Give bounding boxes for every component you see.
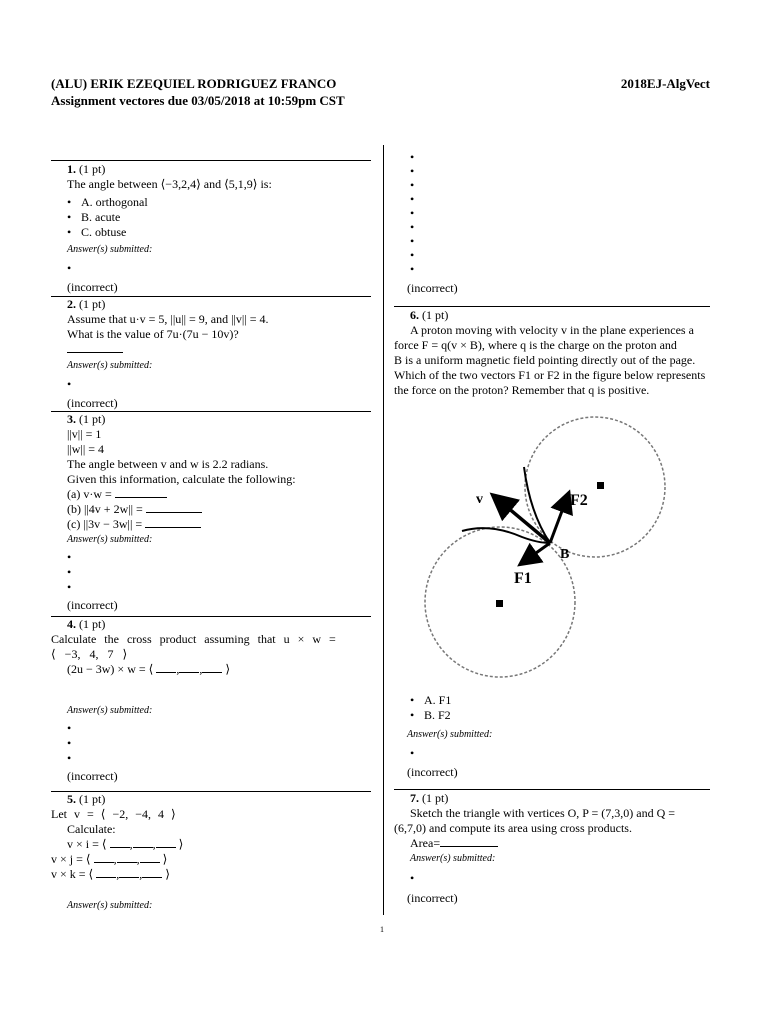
problem-4-submitted-label: Answer(s) submitted: bbox=[67, 705, 153, 716]
problem-1-status: (incorrect) bbox=[67, 280, 118, 294]
problem-7: 7. (1 pt) Sketch the triangle with vertices O, P = (7,3,0) and Q = (6,7,0) and compute its area using cross products. Area= Answer(s) submitted: • (incorrect) bbox=[394, 791, 710, 906]
problem-7-area-field[interactable] bbox=[440, 836, 498, 847]
answer-bullet bbox=[394, 248, 714, 263]
problem-3-answer-bullet-1 bbox=[51, 550, 371, 565]
answer-bullet bbox=[394, 150, 714, 165]
f2-label: F2 bbox=[570, 492, 588, 509]
problem-6: 6. (1 pt) A proton moving with velocity v in the plane experiences a force F = q(v × B), where q is the charge on the proton and B is a uniform magnetic field pointing directly out of the page. Which of the two vectors F1 or F2 in the figure below represents the force on the proton? Remember that q is positive. bbox=[394, 308, 706, 397]
problem-3-answer-bullet-3 bbox=[51, 580, 371, 595]
problem-6-status: (incorrect) bbox=[407, 765, 458, 779]
assignment-title: Assignment vectores due 03/05/2018 at 10:59pm CST bbox=[51, 93, 345, 108]
problem-3-submitted-label: Answer(s) submitted: bbox=[67, 534, 153, 545]
problem-4-answer-bullet-2 bbox=[51, 736, 371, 751]
problem-6-submitted-label: Answer(s) submitted: bbox=[407, 729, 493, 740]
problem-7-answer-bullet bbox=[394, 871, 710, 886]
problem-5-submitted-label: Answer(s) submitted: bbox=[67, 900, 153, 911]
problem-3-answer-bullet-2 bbox=[51, 565, 371, 580]
problem-4-status: (incorrect) bbox=[67, 769, 118, 783]
upper-center-dot bbox=[597, 482, 604, 489]
course-code: 2018EJ-AlgVect bbox=[620, 76, 710, 91]
answer-bullet bbox=[394, 220, 714, 235]
problem-6-option-a[interactable]: • A. F1 bbox=[394, 693, 710, 708]
problem-4-answer-bullet-3 bbox=[51, 751, 371, 766]
problem-5: 5. (1 pt) Let v = ⟨ −2, −4, 4 ⟩ Calculate: v × i = ⟨ , , ⟩ v × j = ⟨ , , ⟩ v × k = ⟨ , , ⟩ Answer(s) submitted: bbox=[51, 792, 371, 913]
f2-vector bbox=[550, 495, 568, 543]
problem-5-vi-y-field[interactable] bbox=[133, 837, 153, 848]
problem-2-answer-field[interactable] bbox=[67, 342, 123, 353]
problem-6-rule bbox=[394, 306, 710, 307]
problem-3a-answer-field[interactable] bbox=[115, 487, 167, 498]
f1-label: F1 bbox=[514, 570, 532, 587]
proton-force-figure bbox=[410, 405, 670, 685]
problem-1-option-a[interactable]: • A. orthogonal bbox=[51, 195, 371, 210]
answer-bullet bbox=[394, 178, 714, 193]
problem-2-submitted-label: Answer(s) submitted: bbox=[67, 360, 153, 371]
problem-5-vk-z-field[interactable] bbox=[142, 867, 162, 878]
problem-6-answer-bullet bbox=[394, 746, 710, 761]
problem-5-vk-x-field[interactable] bbox=[96, 867, 116, 878]
problem-3c-answer-field[interactable] bbox=[145, 517, 201, 528]
lower-center-dot bbox=[496, 600, 503, 607]
problem-5-vk-y-field[interactable] bbox=[119, 867, 139, 878]
problem-1: 1. (1 pt) The angle between ⟨−3,2,4⟩ and ⟨5,1,9⟩ is: • A. orthogonal • B. acute • C. obtuse Answer(s) submitted: • (incorrect) bbox=[51, 162, 371, 295]
problem-1-option-b[interactable]: • B. acute bbox=[51, 210, 371, 225]
problem-4-y-field[interactable] bbox=[179, 662, 199, 673]
problem-5-status: (incorrect) bbox=[407, 281, 458, 295]
answer-bullet bbox=[394, 206, 714, 221]
problem-7-submitted-label: Answer(s) submitted: bbox=[410, 853, 496, 864]
problem-4-answer-bullet-1 bbox=[51, 721, 371, 736]
problem-5-vi-x-field[interactable] bbox=[110, 837, 130, 848]
problem-5-vi-z-field[interactable] bbox=[156, 837, 176, 848]
problem-4-x-field[interactable] bbox=[156, 662, 176, 673]
problem-3: 3. (1 pt) ||v|| = 1 ||w|| = 4 The angle between v and w is 2.2 radians. Given this information, calculate the following: (a) v·w = (b) ||4v + 2w|| = (c) ||3v − 3w|| = Answer(s) submitted: • • • (incorrect) bbox=[51, 412, 371, 613]
problem-4-z-field[interactable] bbox=[202, 662, 222, 673]
answer-bullet bbox=[394, 234, 714, 249]
answer-bullet bbox=[394, 192, 714, 207]
problem-1-submitted-label: Answer(s) submitted: bbox=[67, 244, 153, 255]
problem-5-answers-continued bbox=[394, 150, 714, 296]
problem-2-line1: Assume that u·v = 5, ||u|| = 9, and ||v|| = 4. bbox=[67, 312, 269, 326]
answer-bullet bbox=[394, 164, 714, 179]
problem-5-vj-z-field[interactable] bbox=[140, 852, 160, 863]
f1-vector bbox=[522, 543, 550, 563]
velocity-label: v bbox=[476, 492, 483, 507]
problem-5-vj-x-field[interactable] bbox=[94, 852, 114, 863]
problem-2: 2. (1 pt) Assume that u·v = 5, ||u|| = 9, and ||v|| = 4. What is the value of 7u·(7u − 10v)? Answer(s) submitted: • (incorrect) bbox=[51, 297, 371, 411]
problem-1-rule bbox=[51, 160, 371, 161]
problem-4: 4. (1 pt) Calculate the cross product assuming that u × w = ⟨ −3, 4, 7 ⟩ (2u − 3w) × w = ⟨ , , ⟩ Answer(s) submitted: • • • (incorrect) bbox=[51, 617, 371, 784]
problem-6-option-b[interactable]: • B. F2 bbox=[394, 708, 710, 723]
problem-1-answer-bullet bbox=[51, 261, 371, 276]
problem-1-text: The angle between ⟨−3,2,4⟩ and ⟨5,1,9⟩ is: bbox=[67, 177, 272, 191]
problem-3-status: (incorrect) bbox=[67, 598, 118, 612]
problem-5-vj-y-field[interactable] bbox=[117, 852, 137, 863]
problem-7-rule bbox=[394, 789, 710, 790]
b-label: B bbox=[560, 547, 570, 562]
problem-2-status: (incorrect) bbox=[67, 396, 118, 410]
answer-bullet bbox=[394, 262, 714, 277]
problem-6-options bbox=[394, 693, 710, 780]
page-number: 1 bbox=[380, 925, 384, 934]
student-name: (ALU) ERIK EZEQUIEL RODRIGUEZ FRANCO bbox=[51, 76, 337, 91]
problem-2-answer-bullet bbox=[51, 377, 371, 392]
velocity-vector bbox=[495, 497, 550, 543]
column-divider bbox=[383, 145, 384, 915]
problem-3b-answer-field[interactable] bbox=[146, 502, 202, 513]
problem-7-status: (incorrect) bbox=[407, 891, 458, 905]
problem-1-option-c[interactable]: • C. obtuse bbox=[51, 225, 371, 240]
problem-2-line2: What is the value of 7u·(7u − 10v)? bbox=[67, 327, 239, 341]
